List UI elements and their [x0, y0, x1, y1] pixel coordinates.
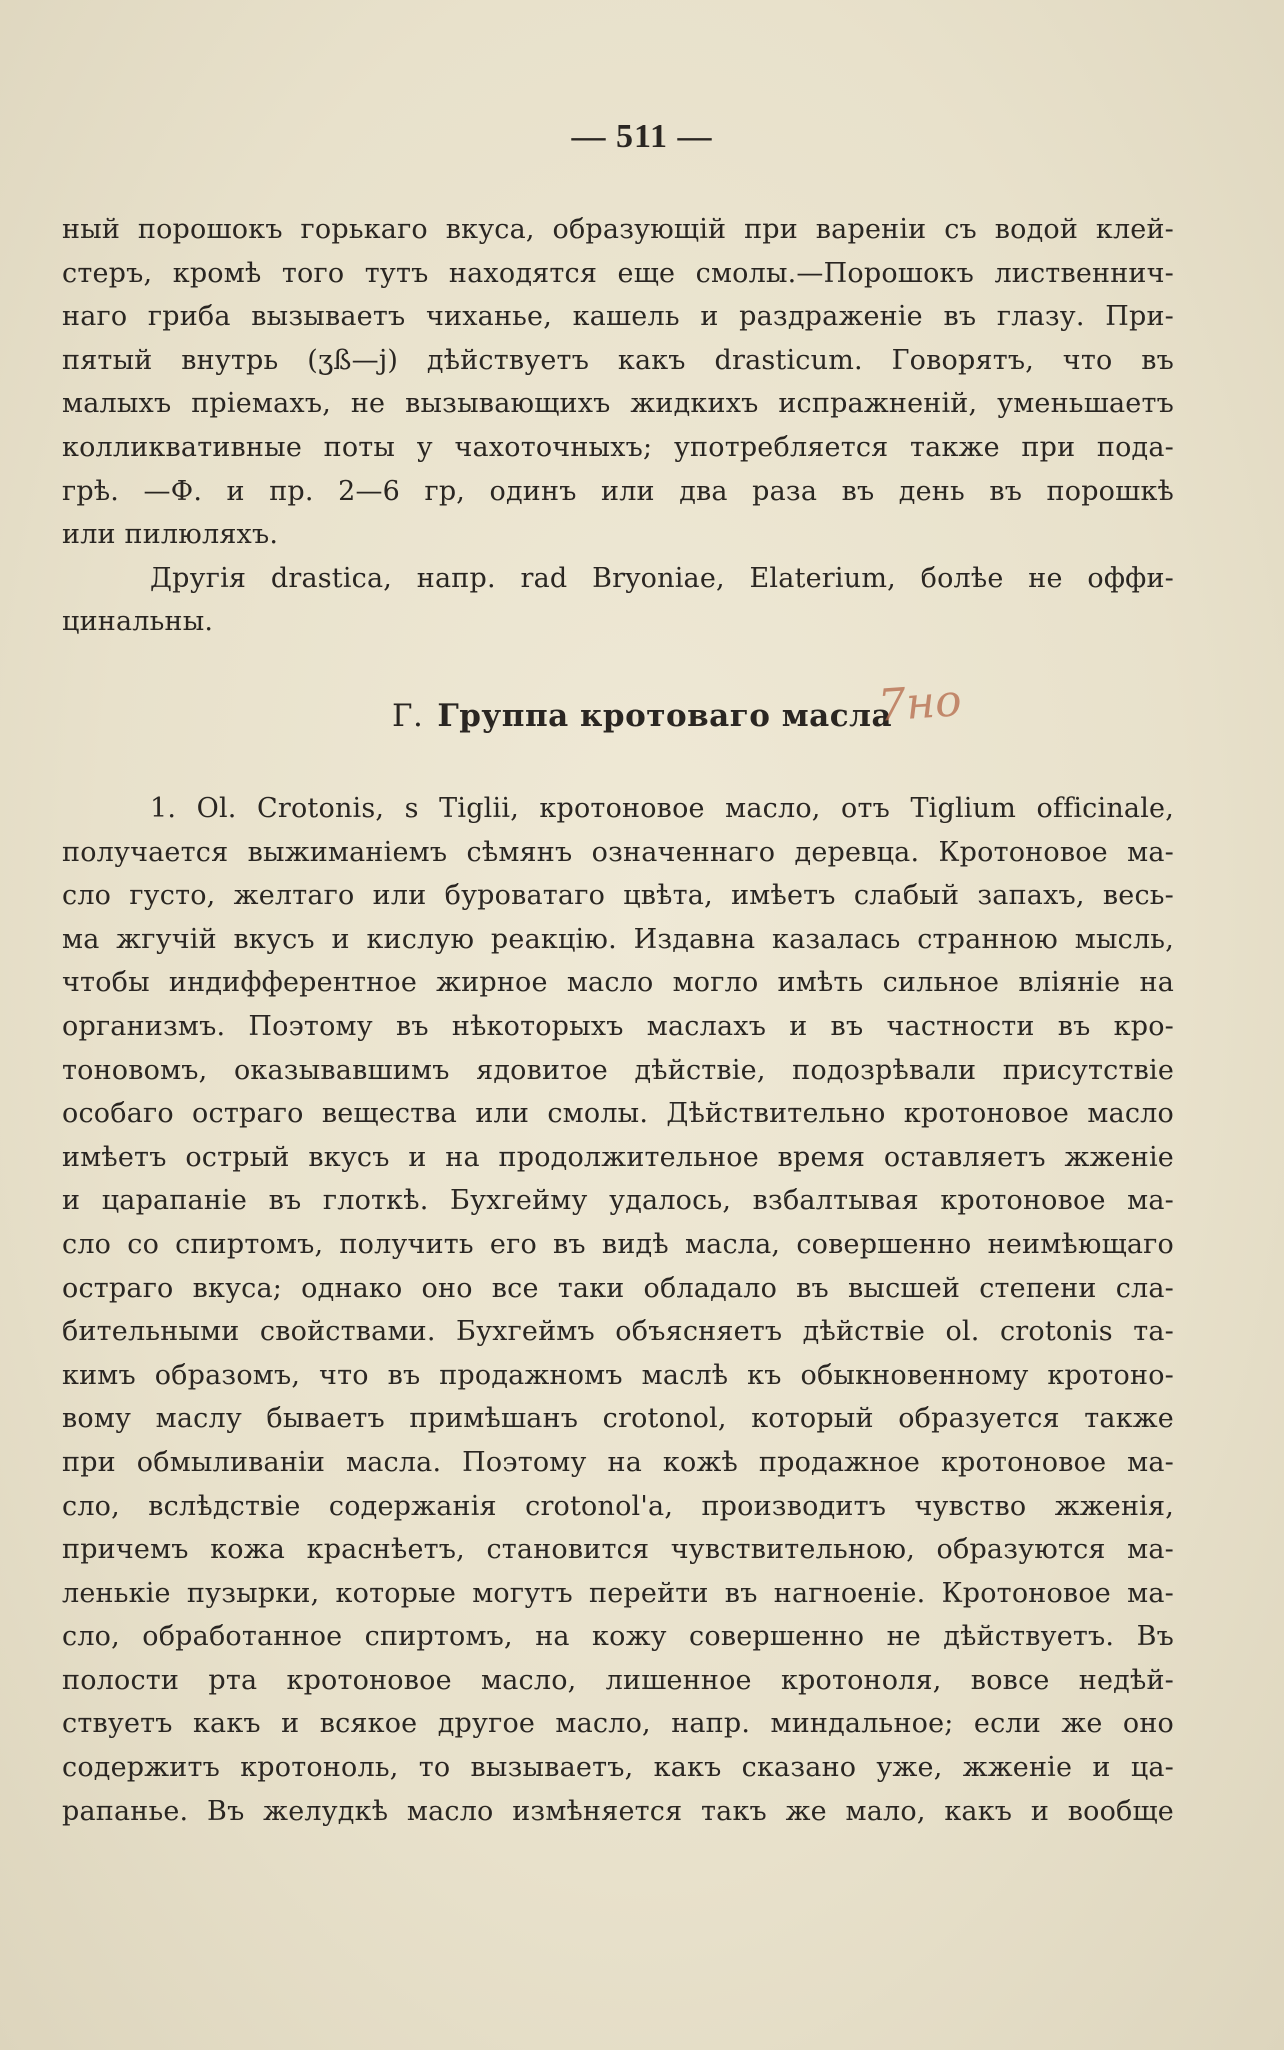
text-line: особаго остраго вещества или смолы. Дѣйствительно кротоновое масло — [62, 1098, 1174, 1130]
text-line: грѣ. —Ф. и пр. 2—6 гр, одинъ или два раза въ день въ порошкѣ — [62, 475, 1174, 507]
text-line: сло, обработанное спиртомъ, на кожу совершенно не дѣйствуетъ. Въ — [62, 1621, 1174, 1653]
text-line: чтобы индифферентное жирное масло могло имѣть сильное вліяніе на — [62, 967, 1174, 999]
text-line: кимъ образомъ, что въ продажномъ маслѣ къ обыкновенному кротоно- — [62, 1359, 1174, 1391]
text-line: наго гриба вызываетъ чиханье, кашель и раздраженіе въ глазу. При- — [62, 301, 1174, 333]
text-line: причемъ кожа краснѣетъ, становится чувствительною, образуются ма- — [62, 1534, 1174, 1566]
text-line: и царапаніе въ глоткѣ. Бухгейму удалось, взбалтывая кротоновое ма- — [62, 1185, 1174, 1217]
text-line: сло густо, желтаго или буроватаго цвѣта, имѣетъ слабый запахъ, весь- — [62, 880, 1174, 912]
text-line: имѣетъ острый вкусъ и на продолжительное время оставляетъ жженіе — [62, 1141, 1174, 1173]
text-line: ный порошокъ горькаго вкуса, образующій при вареніи съ водой клей- — [62, 214, 1174, 245]
text-line: получается выжиманіемъ сѣмянъ означеннаго деревца. Кротоновое ма- — [62, 836, 1174, 868]
text-line: цинальны. — [62, 606, 214, 638]
text-line: стеръ, кромѣ того тутъ находятся еще смолы.—Порошокъ лиственнич- — [62, 257, 1174, 289]
text-line: ствуетъ какъ и всякое другое масло, напр. миндальное; если же оно — [62, 1708, 1174, 1740]
text-line: 1. Ol. Crotonis, s Tiglii, кротоновое масло, отъ Tiglium officinale, — [150, 793, 1174, 824]
crotonis-paragraph — [62, 787, 1174, 1833]
text-line: при обмыливаніи масла. Поэтому на кожѣ продажное кротоновое ма- — [62, 1446, 1174, 1478]
intro-paragraph — [62, 208, 1174, 644]
text-line: сло, вслѣдствіе содержанія crotonol'а, производитъ чувство жженія, — [62, 1490, 1174, 1522]
text-line: бительными свойствами. Бухгеймъ объясняетъ дѣйствіе ol. crotonis та- — [62, 1316, 1174, 1348]
text-line: организмъ. Поэтому въ нѣкоторыхъ маслахъ и въ частности въ кро- — [62, 1010, 1174, 1042]
text-line: или пилюляхъ. — [62, 519, 279, 551]
text-line: пятый внутрь (ʒß—j) дѣйствуетъ какъ drasticum. Говорятъ, что въ — [62, 344, 1174, 376]
text-line: сло со спиртомъ, получить его въ видѣ масла, совершенно неимѣющаго — [62, 1228, 1174, 1260]
text-line: тоновомъ, оказывавшимъ ядовитое дѣйствіе, подозрѣвали присутствіе — [62, 1054, 1174, 1086]
text-line: малыхъ пріемахъ, не вызывающихъ жидкихъ испражненій, уменьшаетъ — [62, 388, 1174, 420]
text-line: рапанье. Въ желудкѣ масло измѣняется такъ же мало, какъ и вообще — [62, 1795, 1174, 1827]
text-line: ма жгучій вкусъ и кислую реакцію. Издавна казалась странною мысль, — [62, 923, 1174, 955]
text-line: ленькіе пузырки, которые могутъ перейти въ нагноеніе. Кротоновое ма- — [62, 1577, 1174, 1609]
page-number: — 511 — — [571, 118, 713, 155]
text-line: Другія drastica, напр. rad Bryoniae, Elaterium, болѣе не оффи- — [150, 562, 1174, 594]
text-line: содержитъ кротоноль, то вызываетъ, какъ сказано уже, жженіе и ца- — [62, 1752, 1174, 1784]
text-line: вому маслу бываетъ примѣшанъ crotonol, который образуется также — [62, 1403, 1174, 1435]
section-heading-wrap — [0, 698, 1284, 734]
text-line: полости рта кротоновое масло, лишенное кротоноля, вовсе недѣй- — [62, 1664, 1174, 1696]
text-line: остраго вкуса; однако оно все таки обладало въ высшей степени сла- — [62, 1272, 1174, 1304]
section-heading-title: Группа кротоваго масла — [437, 698, 893, 734]
handwritten-annotation: 7но — [876, 675, 964, 732]
section-heading-prefix: Г. — [391, 698, 424, 734]
text-line: колликвативные поты у чахоточныхъ; употребляется также при пода- — [62, 431, 1174, 463]
section-heading — [392, 698, 892, 734]
